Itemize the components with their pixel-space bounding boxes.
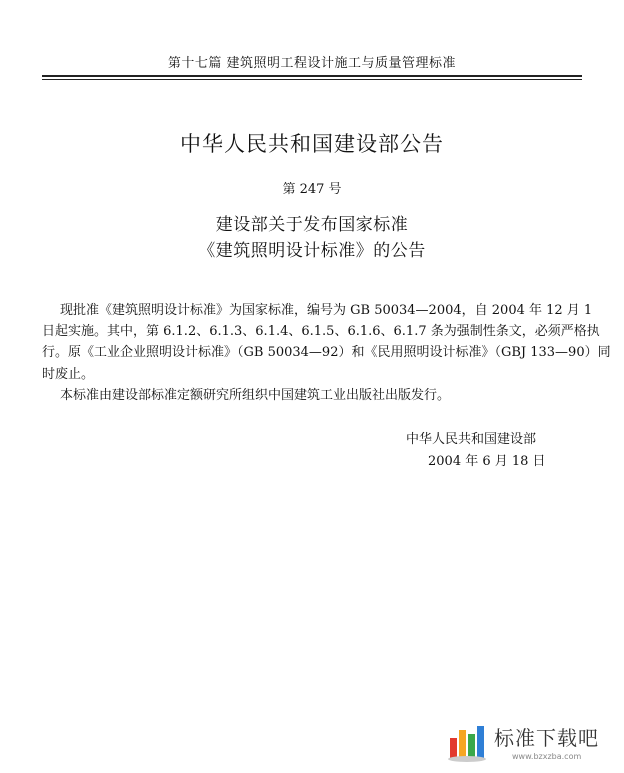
header-double-rule xyxy=(42,75,582,80)
header-rule-thick xyxy=(42,75,582,77)
running-head: 第十七篇 建筑照明工程设计施工与质量管理标准 xyxy=(167,56,457,71)
announcement-subtitle-line1: 建设部关于发布国家标准 xyxy=(215,215,409,235)
bar-chart-logo-icon xyxy=(446,720,488,762)
watermark-logo xyxy=(446,716,616,768)
issue-date: 2004 年 6 月 18 日 xyxy=(428,454,546,469)
paragraph-1-line-3: 行。原《工业企业照明设计标准》（GB 50034—92）和《民用照明设计标准》（GBJ 133—90）同 xyxy=(42,345,611,360)
announcement-title: 中华人民共和国建设部公告 xyxy=(180,132,444,156)
announcement-subtitle-line2: 《建筑照明设计标准》的公告 xyxy=(198,241,426,261)
issuer-signature: 中华人民共和国建设部 xyxy=(406,432,537,447)
watermark-name: 标准下载吧 xyxy=(494,726,599,750)
paragraph-2: 本标准由建设部标准定额研究所组织中国建筑工业出版社出版发行。 xyxy=(60,388,451,403)
paragraph-1-line-2: 日起实施。其中，第 6.1.2、6.1.3、6.1.4、6.1.5、6.1.6、6.1.7 条为强制性条文，必须严格执 xyxy=(42,324,600,339)
watermark-url: www.bzxzba.com xyxy=(512,752,582,761)
announcement-number: 第 247 号 xyxy=(282,182,342,197)
header-rule-thin xyxy=(42,79,582,80)
paragraph-1-line-4: 时废止。 xyxy=(42,367,95,382)
paragraph-1-line-1: 现批准《建筑照明设计标准》为国家标准，编号为 GB 50034—2004，自 2004 年 12 月 1 xyxy=(60,303,593,318)
